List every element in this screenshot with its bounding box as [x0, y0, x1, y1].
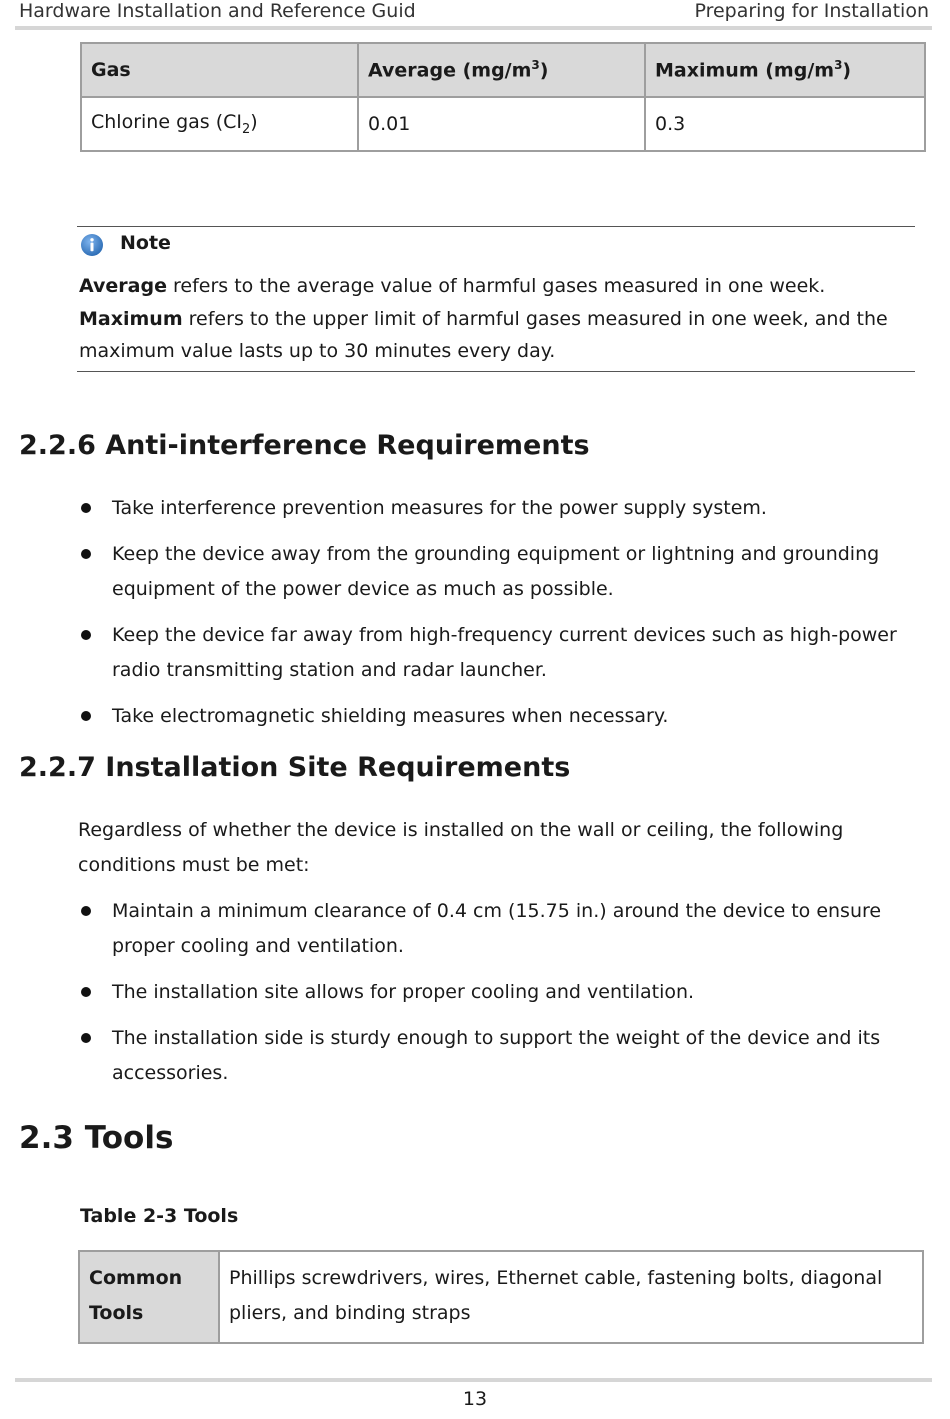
- section-heading-2-3: 2.3 Tools: [19, 1120, 174, 1156]
- bullet-icon: [81, 549, 91, 559]
- tools-value-cell: Phillips screwdrivers, wires, Ethernet cable, fastening bolts, diagonal pliers, and binding straps: [219, 1251, 923, 1343]
- bullet-icon: [81, 1033, 91, 1043]
- gas-table: [80, 42, 926, 152]
- note-bottom-rule: [77, 371, 915, 372]
- list-item: Maintain a minimum clearance of 0.4 cm (15.75 in.) around the device to ensure proper cooling and ventilation.: [80, 894, 900, 964]
- bullet-icon: [81, 503, 91, 513]
- bullet-icon: [81, 906, 91, 916]
- gas-table-header: Average $(mg/m^3)$: [358, 43, 645, 97]
- table-row: [79, 1251, 923, 1343]
- table-caption: Table 2-3 Tools: [80, 1205, 239, 1227]
- maximum-cell: 0.3: [645, 97, 925, 151]
- bullet-icon: [81, 630, 91, 640]
- running-header-section: Preparing for Installation: [694, 0, 929, 22]
- header-rule: [15, 26, 932, 30]
- tools-label-cell: Common Tools: [79, 1251, 219, 1343]
- section-heading-2-2-6: 2.2.6 Anti-interference Requirements: [19, 430, 590, 461]
- installation-intro: Regardless of whether the device is installed on the wall or ceiling, the following conditions must be met:: [78, 819, 844, 876]
- list-item: Take interference prevention measures for the power supply system.: [80, 491, 900, 526]
- note-title: Note: [120, 232, 171, 254]
- list-item: Keep the device far away from high-frequency current devices such as high-power radio transmitting station and radar launcher.: [80, 618, 900, 688]
- gas-cell: Chlorine gas $(CI_2)$: [81, 97, 358, 151]
- page-number: 13: [462, 1388, 488, 1410]
- list-item: The installation side is sturdy enough to support the weight of the device and its accessories.: [80, 1021, 900, 1091]
- list-item: The installation site allows for proper cooling and ventilation.: [80, 975, 900, 1010]
- anti-interference-list: [80, 491, 900, 745]
- bullet-icon: [81, 711, 91, 721]
- info-icon: [80, 233, 104, 257]
- installation-site-list: [80, 894, 900, 1102]
- table-row: [81, 97, 925, 151]
- section-heading-2-2-7: 2.2.7 Installation Site Requirements: [19, 752, 571, 783]
- list-item: Take electromagnetic shielding measures when necessary.: [80, 699, 900, 734]
- bullet-icon: [81, 987, 91, 997]
- average-cell: 0.01: [358, 97, 645, 151]
- tools-table: [78, 1250, 924, 1344]
- note-body: Average refers to the average value of harmful gases measured in one week. Maximum refers to the upper limit of harmful gases measured in one week, and the maximum value lasts up to 30 minutes every day.: [79, 275, 888, 362]
- gas-table-header: Gas: [81, 43, 358, 97]
- list-item: Keep the device away from the grounding equipment or lightning and grounding equipment of the power device as much as possible.: [80, 537, 900, 607]
- footer-rule: [15, 1378, 932, 1382]
- gas-table-header-row: [81, 43, 925, 97]
- running-header-title: Hardware Installation and Reference Guid: [19, 0, 416, 22]
- note-top-rule: [77, 226, 915, 227]
- gas-table-header: Maximum $(mg/m^3)$: [645, 43, 925, 97]
